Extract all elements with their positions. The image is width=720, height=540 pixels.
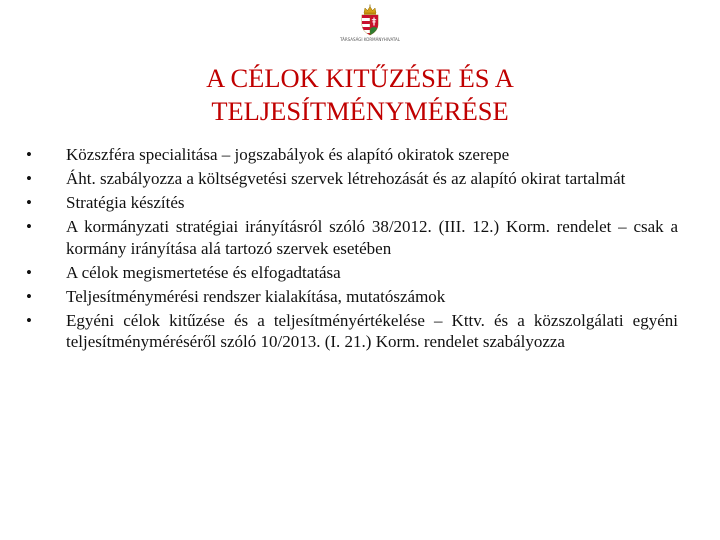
bullet-marker: • [26,145,32,164]
bullet-marker: • [26,169,32,188]
bullet-marker: • [26,262,32,282]
slide-title-line-2: TELJESÍTMÉNYMÉRÉSE [211,96,509,126]
list-item [26,192,678,214]
list-item [26,286,678,308]
list-item-text: A kormányzati stratégiai irányításról szóló 38/2012. (III. 12.) Korm. rendelet – csak a kormány irányítása alá tartozó szervek esetében [66,217,678,258]
slide-title-line-1: A CÉLOK KITŰZÉSE ÉS A [206,63,514,93]
coat-of-arms-icon [359,4,381,36]
bullet-marker: • [26,310,32,330]
bullet-marker: • [26,193,32,212]
list-item-text: Áht. szabályozza a költségvetési szervek létrehozását és az alapító okirat tartalmát [66,169,626,188]
logo-caption: TÁRSASÁGI KORMÁNYHIVATAL [340,37,400,42]
list-item [26,262,678,284]
slide-title [110,62,610,128]
bullet-marker: • [26,217,32,236]
list-item [26,168,678,190]
list-item-text: Stratégia készítés [66,193,185,212]
list-item-text: Közszféra specialitása – jogszabályok és alapító okiratok szerepe [66,145,510,164]
bullet-list [26,144,678,355]
list-item [26,216,678,259]
list-item-text: Egyéni célok kitűzése és a teljesítményértékelése – Kttv. és a közszolgálati egyéni teljesítményméréséről szóló 10/2013. (I. 21.) Korm. rendelet szabályozza [66,310,678,351]
list-item-text: A célok megismertetése és elfogadtatása [66,262,341,282]
bullet-marker: • [26,286,32,306]
list-item [26,144,678,166]
list-item [26,310,678,353]
list-item-text: Teljesítménymérési rendszer kialakítása, mutatószámok [66,286,446,306]
hungarian-coat-of-arms-logo [340,4,400,48]
